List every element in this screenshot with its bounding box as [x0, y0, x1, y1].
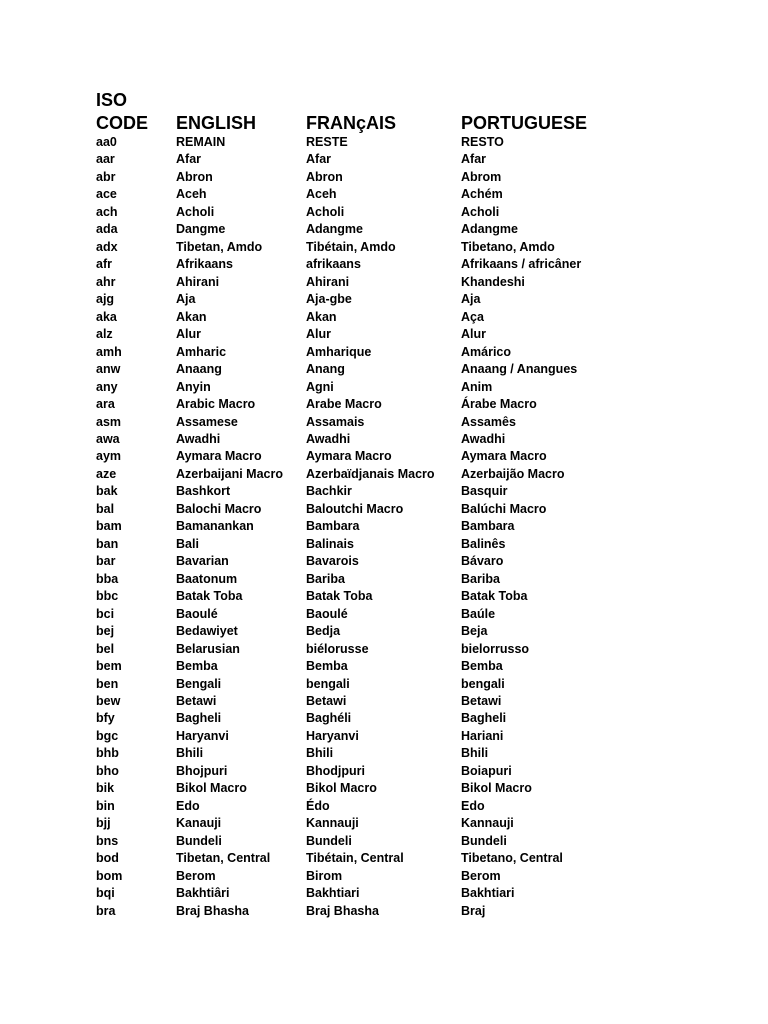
table-row: [0, 676, 768, 693]
english-name-cell: Edo: [176, 798, 200, 813]
table-row: [0, 291, 768, 308]
portuguese-name-cell: Balinês: [461, 536, 506, 551]
portuguese-name-cell: Berom: [461, 868, 501, 883]
french-name-cell: bengali: [306, 676, 350, 691]
portuguese-name-cell: Kannauji: [461, 816, 514, 831]
french-name-cell: Bariba: [306, 571, 345, 586]
french-name-cell: Anang: [306, 362, 345, 377]
table-row: [0, 798, 768, 815]
header-portuguese: PORTUGUESE: [461, 113, 588, 133]
table-row: [0, 885, 768, 902]
portuguese-name-cell: Anim: [461, 379, 493, 394]
english-name-cell: Bali: [176, 536, 199, 551]
portuguese-name-cell: Bakhtiari: [461, 886, 515, 901]
table-row: [0, 309, 768, 326]
table-row: [0, 536, 768, 553]
table-row: [0, 414, 768, 431]
french-name-cell: Aja-gbe: [306, 292, 352, 307]
table-row: [0, 256, 768, 273]
iso-code-cell: bns: [96, 833, 119, 848]
portuguese-name-cell: Adangme: [461, 222, 518, 237]
header-code: CODE: [96, 113, 149, 133]
iso-code-cell: bik: [96, 781, 115, 796]
iso-code-cell: awa: [96, 431, 120, 446]
table-row: [0, 344, 768, 361]
english-name-cell: Bavarian: [176, 554, 229, 569]
french-name-cell: Akan: [306, 309, 337, 324]
english-name-cell: Bakhtiâri: [176, 886, 230, 901]
iso-code-cell: aym: [96, 449, 122, 464]
table-row: [0, 693, 768, 710]
english-name-cell: Aceh: [176, 187, 207, 202]
iso-code-cell: afr: [96, 257, 112, 272]
iso-code-cell: ben: [96, 676, 119, 691]
iso-code-cell: any: [96, 379, 118, 394]
iso-code-cell: bho: [96, 763, 119, 778]
english-name-cell: Belarusian: [176, 641, 240, 656]
french-name-cell: Ahirani: [306, 274, 350, 289]
iso-code-cell: bjj: [96, 816, 111, 831]
portuguese-name-cell: Afrikaans / africâner: [461, 257, 582, 272]
table-row: [0, 815, 768, 832]
portuguese-name-cell: Bariba: [461, 571, 500, 586]
iso-code-cell: bar: [96, 554, 116, 569]
portuguese-name-cell: Batak Toba: [461, 589, 528, 604]
portuguese-name-cell: Bhili: [461, 746, 489, 761]
portuguese-name-cell: RESTO: [461, 135, 504, 149]
english-name-cell: Bagheli: [176, 711, 222, 726]
language-table-body: [0, 134, 768, 920]
table-row: [0, 483, 768, 500]
french-name-cell: Arabe Macro: [306, 397, 382, 412]
english-name-cell: Bamanankan: [176, 519, 254, 534]
portuguese-name-cell: Baúle: [461, 606, 496, 621]
english-name-cell: Alur: [176, 327, 201, 342]
iso-code-cell: asm: [96, 414, 122, 429]
french-name-cell: Aceh: [306, 187, 337, 202]
french-name-cell: Kannauji: [306, 816, 359, 831]
portuguese-name-cell: Aça: [461, 309, 484, 324]
french-name-cell: Betawi: [306, 694, 347, 708]
table-row: [0, 763, 768, 780]
table-row: [0, 658, 768, 675]
portuguese-name-cell: Beja: [461, 624, 488, 639]
portuguese-name-cell: Tibetano, Amdo: [461, 239, 555, 254]
french-name-cell: Adangme: [306, 222, 363, 237]
iso-code-cell: bal: [96, 501, 115, 516]
english-name-cell: Bhili: [176, 746, 204, 761]
table-row: [0, 588, 768, 605]
table-row: [0, 745, 768, 762]
english-name-cell: Bemba: [176, 659, 218, 674]
english-name-cell: Tibetan, Amdo: [176, 239, 263, 254]
french-name-cell: Alur: [306, 327, 331, 342]
portuguese-name-cell: Balúchi Macro: [461, 501, 547, 516]
english-name-cell: Bikol Macro: [176, 781, 247, 796]
portuguese-name-cell: Anaang / Anangues: [461, 362, 578, 377]
table-row: [0, 396, 768, 413]
iso-code-cell: bel: [96, 641, 115, 656]
portuguese-name-cell: Bávaro: [461, 554, 504, 569]
french-name-cell: Bakhtiari: [306, 886, 360, 901]
table-row: [0, 134, 768, 151]
iso-code-cell: aa0: [96, 135, 117, 149]
table-row: [0, 274, 768, 291]
french-name-cell: Braj Bhasha: [306, 903, 379, 918]
iso-code-cell: ace: [96, 187, 117, 202]
english-name-cell: Amharic: [176, 344, 227, 359]
english-name-cell: Assamese: [176, 414, 238, 429]
french-name-cell: Awadhi: [306, 431, 351, 446]
iso-code-cell: amh: [96, 344, 122, 359]
portuguese-name-cell: Betawi: [461, 694, 502, 708]
portuguese-name-cell: Abrom: [461, 169, 502, 184]
portuguese-name-cell: Aja: [461, 292, 481, 307]
english-name-cell: Haryanvi: [176, 728, 229, 743]
french-name-cell: Batak Toba: [306, 589, 373, 604]
table-row: [0, 623, 768, 640]
portuguese-name-cell: Edo: [461, 798, 485, 813]
portuguese-name-cell: Bambara: [461, 519, 515, 534]
iso-code-cell: bej: [96, 624, 115, 639]
french-name-cell: biélorusse: [306, 641, 369, 656]
english-name-cell: Bundeli: [176, 833, 222, 848]
iso-code-cell: bak: [96, 484, 118, 499]
iso-code-cell: bra: [96, 903, 116, 918]
french-name-cell: Haryanvi: [306, 728, 359, 743]
portuguese-name-cell: Boiapuri: [461, 763, 512, 778]
iso-code-cell: bhb: [96, 746, 119, 761]
iso-code-cell: bqi: [96, 886, 115, 901]
table-row: [0, 239, 768, 256]
iso-code-cell: ban: [96, 536, 119, 551]
english-name-cell: Awadhi: [176, 431, 221, 446]
header-francais: FRANçAIS: [306, 113, 397, 133]
portuguese-name-cell: Achém: [461, 187, 503, 202]
iso-code-cell: aze: [96, 466, 117, 481]
french-name-cell: Bedja: [306, 624, 341, 639]
table-row: [0, 641, 768, 658]
french-name-cell: Baoulé: [306, 606, 348, 621]
french-name-cell: Tibétain, Central: [306, 851, 404, 866]
english-name-cell: Bedawiyet: [176, 624, 238, 639]
table-row: [0, 151, 768, 168]
iso-code-cell: bin: [96, 798, 115, 813]
portuguese-name-cell: Basquir: [461, 484, 508, 499]
english-name-cell: Tibetan, Central: [176, 851, 271, 866]
iso-code-cell: ajg: [96, 292, 115, 307]
table-row: [0, 780, 768, 797]
english-name-cell: Dangme: [176, 222, 226, 237]
english-name-cell: Baoulé: [176, 606, 218, 621]
header-english: ENGLISH: [176, 113, 257, 133]
portuguese-name-cell: bengali: [461, 676, 505, 691]
english-name-cell: Akan: [176, 309, 207, 324]
table-row: [0, 466, 768, 483]
portuguese-name-cell: Bemba: [461, 659, 503, 674]
french-name-cell: Bavarois: [306, 554, 359, 569]
table-row: [0, 710, 768, 727]
english-name-cell: Anaang: [176, 362, 222, 377]
portuguese-name-cell: Aymara Macro: [461, 449, 547, 464]
table-row: [0, 903, 768, 920]
table-row: [0, 204, 768, 221]
english-name-cell: Aymara Macro: [176, 449, 262, 464]
french-name-cell: Bundeli: [306, 833, 352, 848]
french-name-cell: Bhodjpuri: [306, 763, 366, 778]
portuguese-name-cell: Khandeshi: [461, 274, 525, 289]
portuguese-name-cell: Bikol Macro: [461, 781, 532, 796]
portuguese-name-cell: Acholi: [461, 204, 500, 219]
french-name-cell: Bambara: [306, 519, 360, 534]
portuguese-name-cell: Assamês: [461, 414, 516, 429]
iso-code-cell: aka: [96, 309, 117, 324]
french-name-cell: Tibétain, Amdo: [306, 239, 396, 254]
french-name-cell: afrikaans: [306, 257, 361, 272]
iso-code-cell: bgc: [96, 728, 119, 743]
iso-code-cell: bci: [96, 606, 115, 621]
french-name-cell: Édo: [306, 798, 330, 813]
portuguese-name-cell: Afar: [461, 152, 487, 167]
english-name-cell: Afrikaans: [176, 257, 233, 272]
portuguese-name-cell: Árabe Macro: [461, 397, 537, 412]
table-row: [0, 379, 768, 396]
english-name-cell: Aja: [176, 292, 196, 307]
iso-code-cell: adx: [96, 239, 118, 254]
french-name-cell: Aymara Macro: [306, 449, 392, 464]
french-name-cell: Baloutchi Macro: [306, 501, 404, 516]
french-name-cell: Bachkir: [306, 484, 352, 499]
portuguese-name-cell: Bundeli: [461, 833, 507, 848]
french-name-cell: Afar: [306, 152, 332, 167]
iso-code-cell: bam: [96, 519, 122, 534]
french-name-cell: Birom: [306, 868, 343, 883]
table-row: [0, 221, 768, 238]
french-name-cell: Assamais: [306, 414, 365, 429]
table-row: [0, 326, 768, 343]
table-row: [0, 606, 768, 623]
english-name-cell: Anyin: [176, 379, 211, 394]
french-name-cell: Bikol Macro: [306, 781, 377, 796]
iso-code-cell: bfy: [96, 711, 115, 726]
english-name-cell: Abron: [176, 169, 213, 184]
iso-code-cell: bod: [96, 851, 119, 866]
english-name-cell: Azerbaijani Macro: [176, 466, 283, 481]
french-name-cell: Baghéli: [306, 711, 352, 726]
portuguese-name-cell: Tibetano, Central: [461, 851, 563, 866]
english-name-cell: REMAIN: [176, 135, 226, 149]
iso-code-cell: bew: [96, 694, 121, 708]
french-name-cell: Agni: [306, 379, 334, 394]
iso-code-cell: ara: [96, 397, 115, 412]
portuguese-name-cell: Braj: [461, 903, 486, 918]
english-name-cell: Bengali: [176, 676, 222, 691]
iso-code-cell: anw: [96, 362, 121, 377]
english-name-cell: Kanauji: [176, 816, 222, 831]
english-name-cell: Braj Bhasha: [176, 903, 249, 918]
table-row: [0, 571, 768, 588]
portuguese-name-cell: Azerbaijão Macro: [461, 466, 565, 481]
table-row: [0, 850, 768, 867]
iso-code-cell: ada: [96, 222, 118, 237]
table-row: [0, 518, 768, 535]
column-header-row: [0, 112, 768, 134]
english-name-cell: Acholi: [176, 204, 215, 219]
english-name-cell: Afar: [176, 152, 202, 167]
portuguese-name-cell: Amárico: [461, 344, 512, 359]
iso-code-cell: ach: [96, 204, 118, 219]
iso-code-cell: bba: [96, 571, 119, 586]
french-name-cell: RESTE: [306, 135, 348, 149]
iso-code-cell: ahr: [96, 274, 116, 289]
table-row: [0, 501, 768, 518]
header-iso: ISO: [96, 90, 128, 110]
iso-code-cell: bom: [96, 868, 123, 883]
english-name-cell: Ahirani: [176, 274, 220, 289]
table-row: [0, 169, 768, 186]
french-name-cell: Azerbaïdjanais Macro: [306, 466, 435, 481]
english-name-cell: Balochi Macro: [176, 501, 262, 516]
table-row: [0, 431, 768, 448]
iso-code-cell: aar: [96, 152, 115, 167]
table-row: [0, 186, 768, 203]
iso-code-cell: bbc: [96, 589, 119, 604]
english-name-cell: Bhojpuri: [176, 763, 228, 778]
english-name-cell: Berom: [176, 868, 216, 883]
english-name-cell: Baatonum: [176, 571, 238, 586]
portuguese-name-cell: Alur: [461, 327, 486, 342]
french-name-cell: Acholi: [306, 204, 345, 219]
french-name-cell: Balinais: [306, 536, 354, 551]
portuguese-name-cell: Hariani: [461, 728, 504, 743]
iso-code-cell: bem: [96, 659, 122, 674]
iso-code-cell: alz: [96, 327, 113, 342]
portuguese-name-cell: bielorrusso: [461, 641, 530, 656]
table-row: [0, 868, 768, 885]
table-row: [0, 361, 768, 378]
french-name-cell: Abron: [306, 169, 343, 184]
french-name-cell: Amharique: [306, 344, 372, 359]
iso-code-cell: abr: [96, 169, 116, 184]
portuguese-name-cell: Awadhi: [461, 431, 506, 446]
table-row: [0, 833, 768, 850]
english-name-cell: Batak Toba: [176, 589, 243, 604]
portuguese-name-cell: Bagheli: [461, 711, 507, 726]
english-name-cell: Bashkort: [176, 484, 231, 499]
english-name-cell: Arabic Macro: [176, 397, 256, 412]
table-row: [0, 728, 768, 745]
table-row: [0, 553, 768, 570]
french-name-cell: Bhili: [306, 746, 334, 761]
table-row: [0, 448, 768, 465]
french-name-cell: Bemba: [306, 659, 348, 674]
english-name-cell: Betawi: [176, 694, 217, 708]
